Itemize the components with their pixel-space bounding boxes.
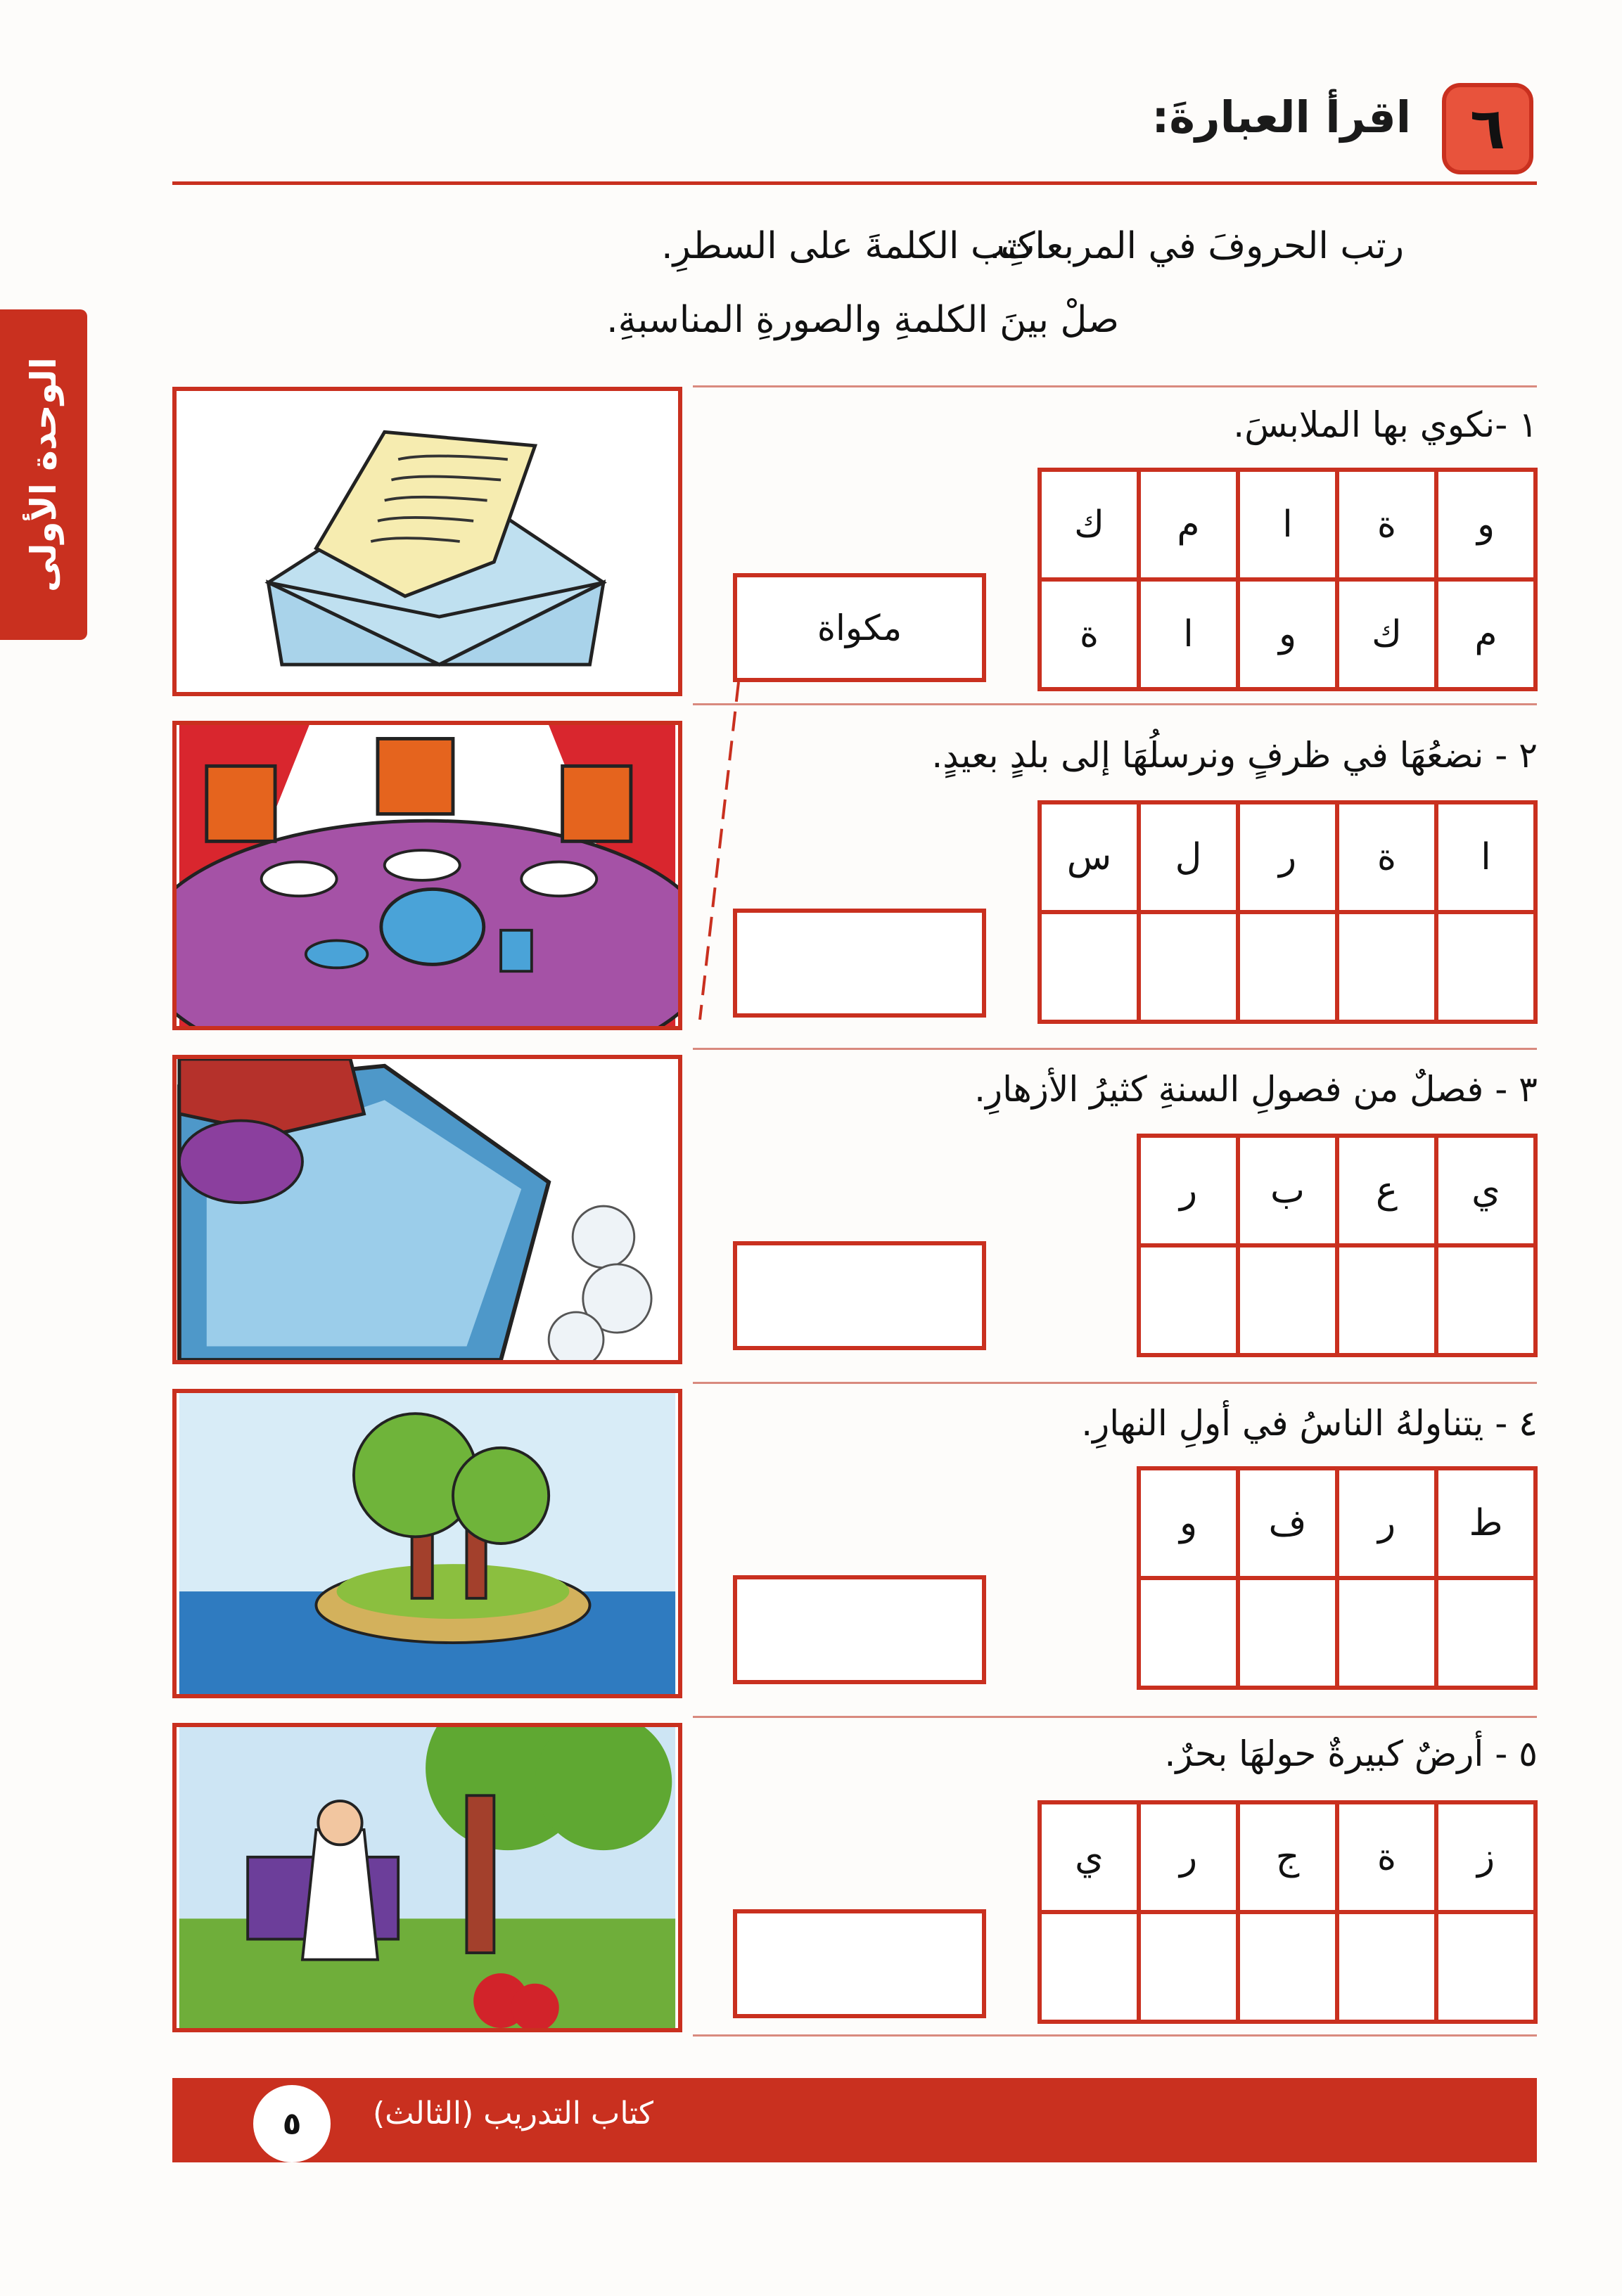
instruction-match-picture: صلْ بينَ الكلمةِ والصورةِ المناسبةِ. — [606, 299, 1119, 341]
question-3-answer-box[interactable] — [733, 1241, 986, 1350]
grid-cell: ل — [1139, 802, 1238, 912]
grid-cell: و — [1139, 1468, 1238, 1578]
grid-cell: ر — [1337, 1468, 1436, 1578]
island-illustration — [177, 1393, 678, 1694]
grid-answer-cell[interactable] — [1337, 1578, 1436, 1688]
grid-cell: ف — [1238, 1468, 1337, 1578]
grid-answer-cell[interactable]: م — [1436, 579, 1535, 689]
unit-side-tab — [0, 309, 87, 640]
iron-illustration — [177, 1059, 678, 1360]
exercise-number-badge: ٦ — [1442, 83, 1533, 174]
grid-answer-cell[interactable] — [1139, 1912, 1238, 2022]
envelope-illustration — [177, 391, 678, 692]
row-separator — [693, 2034, 1537, 2037]
breakfast-table-illustration — [177, 725, 678, 1026]
question-1-letter-grid — [1037, 468, 1538, 691]
grid-cell: ة — [1337, 470, 1436, 579]
row-separator — [693, 703, 1537, 705]
grid-cell: ة — [1337, 802, 1436, 912]
picture-envelope-letter — [172, 387, 682, 696]
instruction-write-word: اكتب الكلمةَ على السطرِ. — [661, 225, 1045, 267]
grid-answer-cell[interactable] — [1337, 912, 1436, 1022]
grid-answer-cell[interactable] — [1238, 1912, 1337, 2022]
row-separator — [693, 1382, 1537, 1384]
grid-answer-cell[interactable] — [1436, 1578, 1535, 1688]
grid-answer-cell[interactable]: ا — [1139, 579, 1238, 689]
question-2-letter-grid — [1037, 800, 1538, 1024]
grid-cell: ب — [1238, 1136, 1337, 1245]
question-5-text: ٥ - أرضٌ كبيرةٌ حولهَا بحرٌ. — [1164, 1733, 1538, 1774]
picture-iron — [172, 1055, 682, 1364]
grid-cell: ك — [1040, 470, 1139, 579]
grid-answer-cell[interactable] — [1436, 1912, 1535, 2022]
question-4-letter-grid — [1137, 1466, 1538, 1690]
grid-answer-cell[interactable] — [1337, 1912, 1436, 2022]
instruction-arrange-letters: رتب الحروفَ في المربعاتِ. — [989, 225, 1404, 267]
grid-answer-cell[interactable] — [1040, 1912, 1139, 2022]
question-1-text: ١ -نكوي بها الملابسَ. — [1233, 404, 1538, 445]
grid-answer-cell[interactable] — [1139, 1245, 1238, 1355]
book-title: كتاب التدريب (الثالث) — [373, 2096, 653, 2131]
grid-cell: ي — [1436, 1136, 1535, 1245]
grid-answer-cell[interactable] — [1238, 1245, 1337, 1355]
question-3-letter-grid — [1137, 1134, 1538, 1357]
grid-cell: و — [1436, 470, 1535, 579]
row-separator — [693, 1716, 1537, 1718]
exercise-title: اقرأ العبارةَ: — [1151, 91, 1411, 143]
question-4-answer-box[interactable] — [733, 1575, 986, 1684]
grid-answer-cell[interactable] — [1139, 1578, 1238, 1688]
question-5-answer-box[interactable] — [733, 1909, 986, 2018]
picture-island — [172, 1389, 682, 1698]
grid-cell: م — [1139, 470, 1238, 579]
grid-answer-cell[interactable] — [1238, 1578, 1337, 1688]
grid-answer-cell[interactable] — [1139, 912, 1238, 1022]
grid-answer-cell[interactable] — [1337, 1245, 1436, 1355]
grid-cell: س — [1040, 802, 1139, 912]
park-man-illustration — [177, 1727, 678, 2028]
page-number: ٥ — [253, 2085, 331, 2162]
grid-answer-cell[interactable] — [1040, 912, 1139, 1022]
picture-park-man — [172, 1723, 682, 2032]
question-5-letter-grid — [1037, 1800, 1538, 2024]
grid-answer-cell[interactable]: و — [1238, 579, 1337, 689]
question-1-answer-box[interactable]: مكواة — [733, 573, 986, 682]
grid-cell: ر — [1238, 802, 1337, 912]
grid-answer-cell[interactable] — [1238, 912, 1337, 1022]
grid-cell: ة — [1337, 1802, 1436, 1912]
grid-cell: ط — [1436, 1468, 1535, 1578]
grid-answer-cell[interactable] — [1436, 912, 1535, 1022]
picture-breakfast-table — [172, 721, 682, 1030]
grid-cell: ج — [1238, 1802, 1337, 1912]
question-2-answer-box[interactable] — [733, 909, 986, 1018]
unit-side-tab-label: الوحدة الأولى — [23, 357, 64, 592]
grid-cell: ر — [1139, 1136, 1238, 1245]
grid-answer-cell[interactable]: ة — [1040, 579, 1139, 689]
grid-cell: ر — [1139, 1802, 1238, 1912]
grid-cell: ز — [1436, 1802, 1535, 1912]
question-3-text: ٣ - فصلٌ من فصولِ السنةِ كثيرُ الأزهارِ. — [974, 1069, 1538, 1110]
question-2-text: ٢ - نضعُهَا في ظرفٍ ونرسلُهَا إلى بلدٍ بعيدٍ. — [931, 735, 1538, 776]
grid-cell: ا — [1238, 470, 1337, 579]
row-separator — [693, 385, 1537, 387]
question-4-text: ٤ - يتناولهُ الناسُ في أولِ النهارِ. — [1081, 1403, 1538, 1444]
grid-answer-cell[interactable] — [1436, 1245, 1535, 1355]
grid-cell: ي — [1040, 1802, 1139, 1912]
grid-answer-cell[interactable]: ك — [1337, 579, 1436, 689]
grid-cell: ا — [1436, 802, 1535, 912]
matching-line — [682, 682, 746, 1104]
header-divider — [172, 181, 1537, 185]
grid-cell: ع — [1337, 1136, 1436, 1245]
row-separator — [693, 1048, 1537, 1050]
